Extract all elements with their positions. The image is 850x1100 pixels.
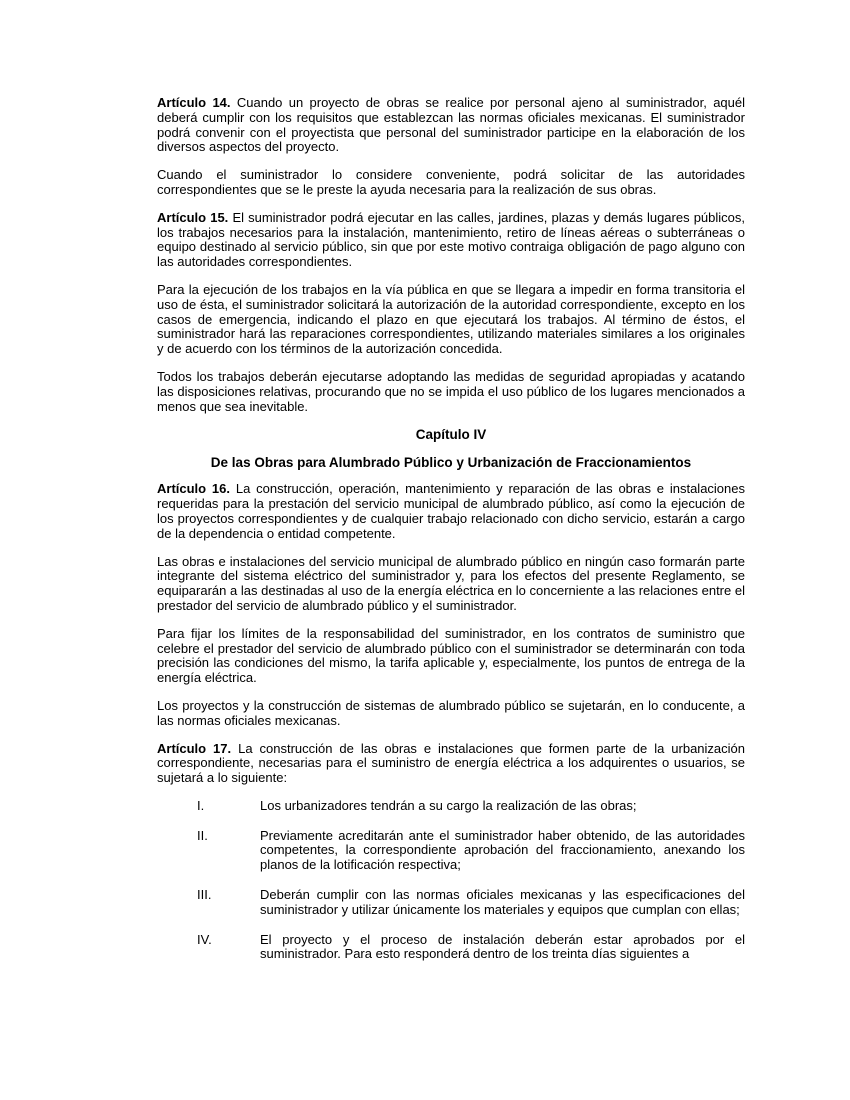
articulo-17-text: La construcción de las obras e instalaciones que formen parte de la urbanización correspondiente, necesarias para el suministro de energía eléctrica a los adquirentes o usuarios, se sujetará a lo siguiente: [157,740,745,786]
list-item-1-numeral: I. [197,797,205,813]
articulo-14-text: Cuando un proyecto de obras se realice por personal ajeno al suministrador, aquél deberá cumplir con los requisitos que establezcan las normas oficiales mexicanas. El suministrador podrá convenir con el proyectista que personal del suministrador participe en la elaboración de los diversos aspectos del proyecto. [157,95,745,155]
paragraph-articulo-14 [157,96,745,155]
paragraph-articulo-15 [157,211,745,270]
chapter-heading: Capítulo IV [415,427,487,443]
articulo-17-list [157,799,745,962]
articulo-17-label: Artículo 17. [157,740,232,756]
list-item-2 [157,829,745,873]
list-item-3-numeral: III. [197,887,212,903]
list-item-3-text: Deberán cumplir con las normas oficiales mexicanas y las especificaciones del suministrador y utilizar únicamente los materiales y equipos que cumplan con ellas; [260,887,745,917]
paragraph-articulo-16-2: Las obras e instalaciones del servicio municipal de alumbrado público en ningún caso formarán parte integrante del sistema eléctrico del suministrador y, para los efectos del presente Reglamento, se equipararán a las destinadas al uso de la energía eléctrica en lo concerniente a las relaciones entre el prestador del servicio de alumbrado público y el suministrador. [157,553,745,613]
paragraph-articulo-16-3: Para fijar los límites de la responsabilidad del suministrador, en los contratos de suministro que celebre el prestador del servicio de alumbrado público con el suministrador se determinarán con toda precisión las condiciones del mismo, la tarifa aplicable y, especialmente, los puntos de entrega de la energía eléctrica. [157,625,745,686]
articulo-15-label: Artículo 15. [157,209,229,225]
paragraph-articulo-15-3: Todos los trabajos deberán ejecutarse adoptando las medidas de seguridad apropiadas y acatando las disposiciones relativas, procurando que no se impida el uso público de los lugares mencionados a menos que sea inevitable. [157,368,745,414]
paragraph-articulo-16 [157,482,745,541]
list-item-1 [157,799,745,814]
articulo-16-text: La construcción, operación, mantenimiento y reparación de las obras e instalaciones requeridas para la prestación del servicio municipal de alumbrado público, así como la ejecución de los proyectos correspondientes y de cualquier trabajo relacionado con dicho servicio, estarán a cargo de la dependencia o entidad competente. [157,481,745,541]
paragraph-articulo-14-2: Cuando el suministrador lo considere conveniente, podrá solicitar de las autoridades correspondientes que se le preste la ayuda necesaria para la realización de sus obras. [157,167,745,197]
list-item-2-text: Previamente acreditarán ante el suministrador haber obtenido, de las autoridades competentes, la correspondiente aprobación del fraccionamiento, anexando los planos de la lotificación respectiva; [260,827,745,873]
list-item-1-text: Los urbanizadores tendrán a su cargo la realización de las obras; [260,797,637,813]
list-item-2-numeral: II. [197,827,208,843]
articulo-14-label: Artículo 14. [157,95,231,110]
paragraph-articulo-16-4: Los proyectos y la construcción de sistemas de alumbrado público se sujetarán, en lo conducente, a las normas oficiales mexicanas. [157,697,745,728]
chapter-title: De las Obras para Alumbrado Público y Urbanización de Fraccionamientos [210,454,692,470]
paragraph-articulo-15-2: Para la ejecución de los trabajos en la vía pública en que se llegara a impedir en forma transitoria el uso de ésta, el suministrador solicitará la autorización de la autoridad correspondiente, excepto en los casos de emergencia, indicando el plazo en que ejecutará los trabajos. Al término de éstos, el suministrador hará las reparaciones correspondientes, utilizando materiales similares a los originales y de acuerdo con los términos de la autorización concedida. [157,281,745,357]
list-item-4-text: El proyecto y el proceso de instalación deberán estar aprobados por el suministrador. Para esto responderá dentro de los treinta días siguientes a [260,931,745,962]
list-item-4 [157,933,745,963]
list-item-3 [157,888,745,918]
list-item-4-numeral: IV. [197,931,212,947]
articulo-15-text: El suministrador podrá ejecutar en las calles, jardines, plazas y demás lugares públicos, los trabajos necesarios para la instalación, mantenimiento, retiro de líneas aéreas o subterráneas o equipo destinado al servicio público, sin que por este motivo contraiga obligación de pago alguno con las autoridades correspondientes. [157,209,746,270]
articulo-16-label: Artículo 16. [157,481,231,497]
paragraph-articulo-17 [157,742,745,786]
